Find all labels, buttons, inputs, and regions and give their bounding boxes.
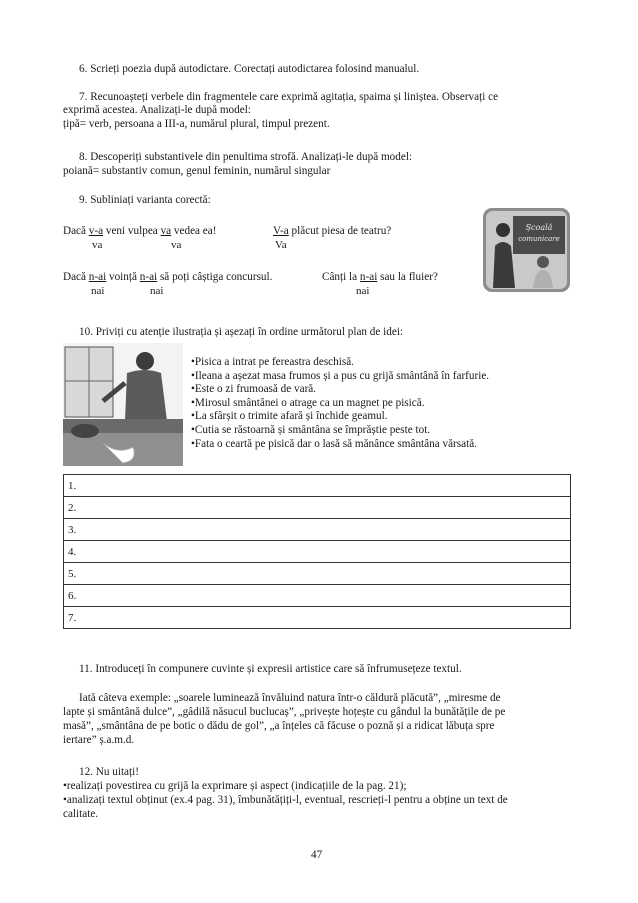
sentence-3-option-1: nai bbox=[91, 285, 105, 297]
row-number[interactable]: 6. bbox=[64, 585, 571, 607]
svg-text:Școală: Școală bbox=[525, 223, 553, 232]
plan-idea: •Este o zi frumoasă de vară. bbox=[191, 383, 317, 396]
sentence-3: Dacă n-ai voință n-ai să poți câștiga concursul. bbox=[63, 271, 273, 283]
cat-girl-illustration bbox=[63, 343, 183, 466]
sentence-4: Cânți la n-ai sau la fluier? bbox=[322, 271, 438, 283]
page-number: 47 bbox=[311, 849, 323, 861]
exercise-8-line-1: 8. Descoperiți substantivele din penultima strofă. Analizați-le după model: bbox=[79, 151, 413, 163]
exercise-12-line: •analizați textul obținut (ex.4 pag. 31), îmbunătățiți-l, eventual, rescrieți-l pentru a obține un text de bbox=[63, 794, 508, 806]
exercise-11-line: masă”, „smântâna de pe botic o dădu de gol”, „a înțeles că făcuse o poznă și a ridicat lăbuța spre bbox=[63, 720, 495, 732]
exercise-8-line-2: poiană= substantiv comun, genul feminin, numărul singular bbox=[63, 165, 331, 177]
sentence-3-option-2: nai bbox=[150, 285, 164, 297]
table-row bbox=[64, 585, 571, 607]
school-illustration bbox=[483, 208, 570, 292]
table-row bbox=[64, 541, 571, 563]
sentence-4-option: nai bbox=[356, 285, 370, 297]
exercise-6: 6. Scrieți poezia după autodictare. Corectați autodictarea folosind manualul. bbox=[79, 63, 420, 75]
plan-idea: •Pisica a intrat pe fereastra deschisă. bbox=[191, 356, 354, 368]
row-number[interactable]: 4. bbox=[64, 541, 571, 563]
sentence-2-option: Va bbox=[275, 239, 287, 251]
table-row bbox=[64, 563, 571, 585]
exercise-11-title: 11. Introduceți în compunere cuvinte și expresii artistice care să înfrumusețeze textul. bbox=[79, 663, 462, 675]
plan-idea: •Cutia se răstoarnă și smântâna se împrăștie peste tot. bbox=[191, 423, 431, 436]
plan-ideas-list bbox=[191, 356, 489, 451]
exercise-11-line: iertare” ș.a.m.d. bbox=[63, 734, 135, 746]
exercise-7-line-3: țipă= verb, persoana a III-a, numărul plural, timpul prezent. bbox=[63, 118, 330, 130]
sentence-1-option-1: va bbox=[92, 239, 103, 251]
row-number[interactable]: 3. bbox=[64, 519, 571, 541]
sentence-1-option-2: va bbox=[171, 239, 182, 251]
plan-idea: •Mirosul smântânei o atrage ca un magnet pe pisică. bbox=[191, 396, 425, 409]
sentence-2: V-a plăcut piesa de teatru? bbox=[273, 225, 392, 237]
table-row bbox=[64, 497, 571, 519]
exercise-10-title: 10. Priviți cu atenție ilustrația și așezați în ordine următorul plan de idei: bbox=[79, 326, 404, 338]
exercise-11-line: lapte și smântână dulce”, „gâdilă năsucul buclucaș”, „privește hoțește cu gândul la bunătățile de pe bbox=[63, 706, 506, 718]
row-number[interactable]: 5. bbox=[64, 563, 571, 585]
svg-text:comunicare: comunicare bbox=[518, 235, 560, 243]
exercise-9-title: 9. Subliniați varianta corectă: bbox=[79, 194, 211, 206]
sentence-1: Dacă v-a veni vulpea va vedea ea! bbox=[63, 225, 217, 237]
plan-idea: •La sfârșit o trimite afară și închide geamul. bbox=[191, 410, 388, 423]
row-number[interactable]: 7. bbox=[64, 607, 571, 629]
exercise-11-line: Iată câteva exemple: „soarele luminează învăluind natura într-o căldură plăcută”, „miresme de bbox=[79, 692, 501, 704]
table-row bbox=[64, 519, 571, 541]
plan-table bbox=[63, 474, 571, 629]
plan-idea: •Ileana a așezat masa frumos și a pus cu grijă smântână în farfurie. bbox=[191, 369, 490, 382]
table-row bbox=[64, 475, 571, 497]
exercise-7-line-1: 7. Recunoașteți verbele din fragmentele care exprimă agitația, spaima și liniștea. Observați ce bbox=[79, 91, 499, 103]
plan-idea: •Fata o ceartă pe pisică dar o lasă să mănânce smântâna vărsată. bbox=[191, 437, 477, 450]
row-number[interactable]: 1. bbox=[64, 475, 571, 497]
row-number[interactable]: 2. bbox=[64, 497, 571, 519]
exercise-12-line: calitate. bbox=[63, 808, 99, 820]
exercise-12-line: •realizați povestirea cu grijă la exprimare și aspect (indicațiile de la pag. 21); bbox=[63, 780, 407, 792]
table-row bbox=[64, 607, 571, 629]
exercise-12-title: 12. Nu uitați! bbox=[79, 766, 139, 778]
exercise-7-line-2: exprimă acestea. Analizați-le după model: bbox=[63, 104, 251, 116]
